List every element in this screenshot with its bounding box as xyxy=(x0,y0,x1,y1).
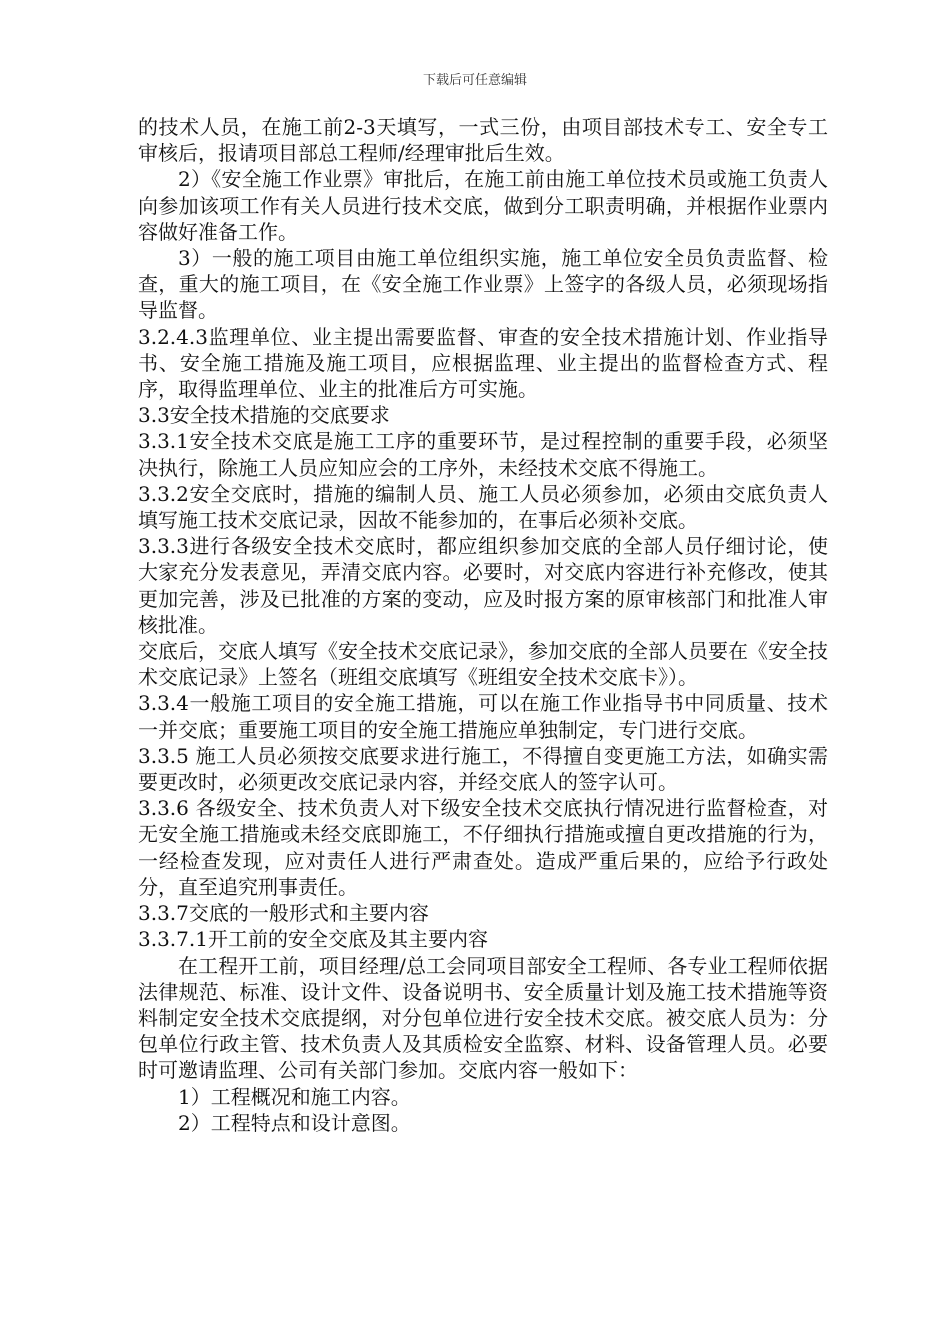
section-heading: 3.3安全技术措施的交底要求 xyxy=(138,403,390,428)
paragraph: 2）《安全施工作业票》审批后，在施工前由施工单位技术员或施工负责人向参加该项工作有关人员进行技术交底，做到分工职责明确，并根据作业票内容做好准备工作。 xyxy=(138,167,828,244)
paragraph: 3.3.6 各级安全、技术负责人对下级安全技术交底执行情况进行监督检查，对无安全施工措施或未经交底即施工，不仔细执行措施或擅自更改措施的行为，一经检查发现，应对责任人进行严肃查处。造成严重后果的，应给予行政处分，直至追究刑事责任。 xyxy=(138,796,828,899)
list-item: 2）工程特点和设计意图。 xyxy=(178,1110,411,1135)
paragraph: 3.3.3进行各级安全技术交底时，都应组织参加交底的全部人员仔细讨论，使大家充分发表意见，弄清交底内容。必要时，对交底内容进行补充修改，使其更加完善，涉及已批准的方案的变动，应及时报方案的原审核部门和批准人审核批准。 xyxy=(138,534,828,637)
paragraph: 3.3.4一般施工项目的安全施工措施，可以在施工作业指导书中同质量、技术一并交底；重要施工项目的安全施工措施应单独制定，专门进行交底。 xyxy=(138,691,828,742)
paragraph: 3.3.5 施工人员必须按交底要求进行施工，不得擅自变更施工方法，如确实需要更改时，必须更改交底记录内容，并经交底人的签字认可。 xyxy=(138,743,828,795)
document-body xyxy=(138,114,828,1136)
paragraph: 交底后，交底人填写《安全技术交底记录》，参加交底的全部人员要在《安全技术交底记录》上签名（班组交底填写《班组安全技术交底卡》）。 xyxy=(138,639,828,690)
paragraph: 在工程开工前，项目经理/总工会同项目部安全工程师、各专业工程师依据法律规范、标准、设计文件、设备说明书、安全质量计划及施工技术措施等资料制定安全技术交底提纲，对分包单位进行安全技术交底。被交底人员为：分包单位行政主管、技术负责人及其质检安全监察、材料、设备管理人员。必要时可邀请监理、公司有关部门参加。交底内容一般如下： xyxy=(138,953,828,1083)
paragraph: 的技术人员，在施工前2-3天填写，一式三份，由项目部技术专工、安全专工审核后，报请项目部总工程师/经理审批后生效。 xyxy=(138,115,828,166)
page-header-note: 下载后可任意编辑 xyxy=(422,73,527,88)
paragraph: 3）一般的施工项目由施工单位组织实施，施工单位安全员负责监督、检查，重大的施工项目，在《安全施工作业票》上签字的各级人员，必须现场指导监督。 xyxy=(138,246,828,323)
paragraph: 3.3.2安全交底时，措施的编制人员、施工人员必须参加，必须由交底负责人填写施工技术交底记录，因故不能参加的，在事后必须补交底。 xyxy=(138,481,828,533)
paragraph: 3.2.4.3监理单位、业主提出需要监督、审查的安全技术措施计划、作业指导书、安全施工措施及施工项目，应根据监理、业主提出的监督检查方式、程序，取得监理单位、业主的批准后方可实施。 xyxy=(138,324,828,402)
list-item: 1）工程概况和施工内容。 xyxy=(178,1084,411,1109)
section-heading: 3.3.7交底的一般形式和主要内容 xyxy=(138,901,429,926)
paragraph: 3.3.1安全技术交底是施工工序的重要环节，是过程控制的重要手段，必须坚决执行，除施工人员应知应会的工序外，未经技术交底不得施工。 xyxy=(138,429,828,480)
section-heading: 3.3.7.1开工前的安全交底及其主要内容 xyxy=(138,927,488,952)
